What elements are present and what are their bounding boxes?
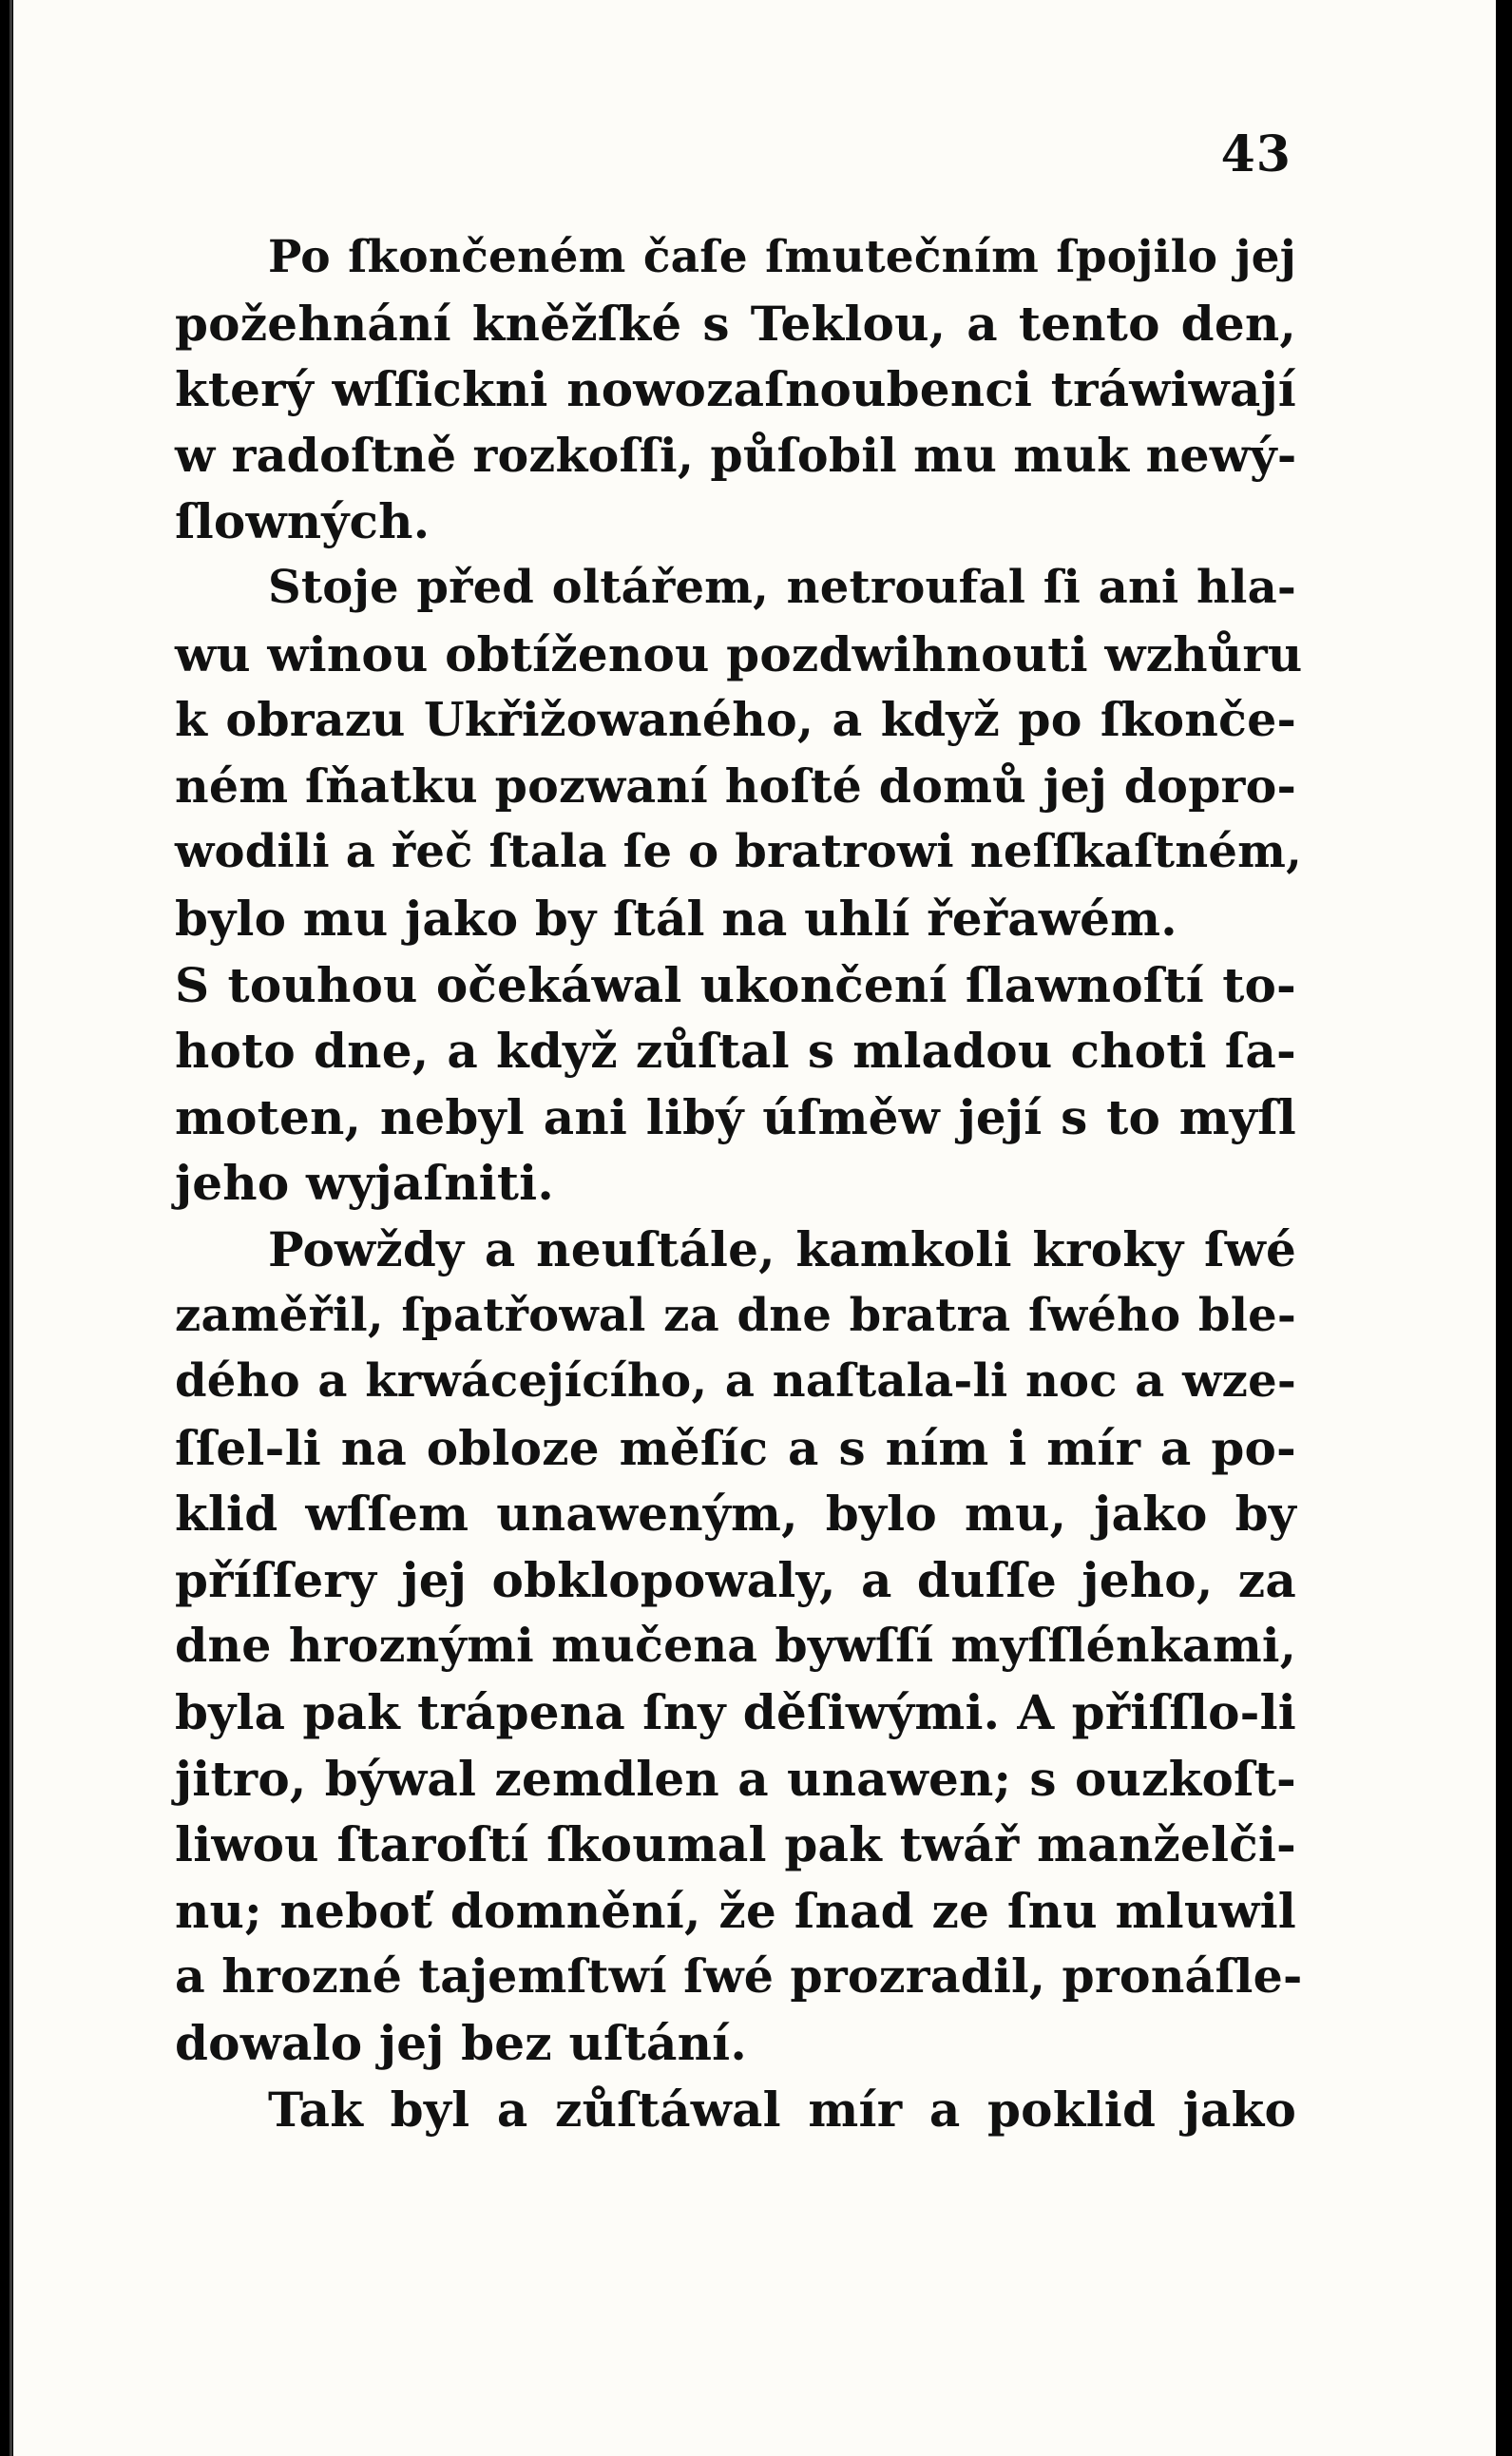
text-line: nu; neboť domnění, že ſnad ze ſnu mluwil [175, 1882, 1296, 1939]
text-line: w radoſtně rozkoſſi, půſobil mu muk newý- [175, 427, 1297, 483]
text-line: jitro, býwal zemdlen a unawen; s ouzkoſt- [175, 1750, 1296, 1807]
text-line: který wſſickni nowozaſnoubenci tráwiwají [175, 361, 1296, 418]
text-line: bylo mu jako by ſtál na uhlí řeřawém. [175, 890, 1177, 947]
text-line: dne hroznými mučena bywſſí myſſlénkami, [175, 1618, 1296, 1674]
text-line: dého a krwácejícího, a naſtala-li noc a wze- [175, 1354, 1296, 1409]
text-line: Powždy a neuſtále, kamkoli kroky ſwé [268, 1220, 1296, 1277]
text-line: ném ſňatku pozwaní hoſté domů jej dopro- [175, 758, 1296, 814]
text-line: k obrazu Ukřižowaného, a když po ſkonče- [175, 692, 1296, 748]
text-line: liwou ſtaroſtí ſkoumal pak twář manželči- [175, 1816, 1296, 1873]
text-line: jeho wyjaſniti. [175, 1155, 554, 1212]
text-line: ſlowných. [175, 493, 431, 550]
text-line: S touhou očekáwal ukončení ſlawnoſtí to- [175, 956, 1296, 1013]
text-line: dowalo jej bez uſtání. [175, 2015, 747, 2072]
text-line: wu winou obtíženou pozdwihnouti wzhůru [175, 625, 1303, 682]
text-line: klid wſſem unaweným, bylo mu, jako by [175, 1486, 1296, 1543]
text-line: ſſel-li na obloze měſíc a s ním i mír a po- [175, 1419, 1296, 1476]
text-line: požehnání kněžſké s Teklou, a tento den, [175, 295, 1296, 352]
text-line: byla pak trápena ſny děſiwými. A přiſſlo-li [175, 1684, 1296, 1741]
book-page [13, 0, 1496, 2456]
text-line: Po ſkončeném čaſe ſmutečním ſpojilo jej [268, 231, 1296, 283]
text-line: Stoje před oltářem, netroufal ſi ani hla- [268, 560, 1296, 614]
text-line: Tak byl a zůſtáwal mír a poklid jako [268, 2081, 1296, 2138]
text-line: hoto dne, a když zůſtal s mladou choti ſa- [175, 1023, 1296, 1080]
text-line: příſſery jej obklopowaly, a duſſe jeho, za [175, 1551, 1296, 1608]
text-line: wodili a řeč ſtala ſe o bratrowi neſſkaſtném, [175, 825, 1303, 879]
page-number: 43 [1220, 125, 1292, 183]
body-text [175, 224, 1303, 2142]
text-line: a hrozné tajemſtwí ſwé prozradil, pronáſle- [175, 1948, 1303, 2005]
scan-left-border-highlight [10, 0, 12, 2456]
scan-right-border [1496, 0, 1512, 2456]
text-line: zaměřil, ſpatřowal za dne bratra ſwého ble- [175, 1288, 1296, 1342]
text-line: moten, nebyl ani libý úſměw její s to myſl [175, 1088, 1296, 1145]
